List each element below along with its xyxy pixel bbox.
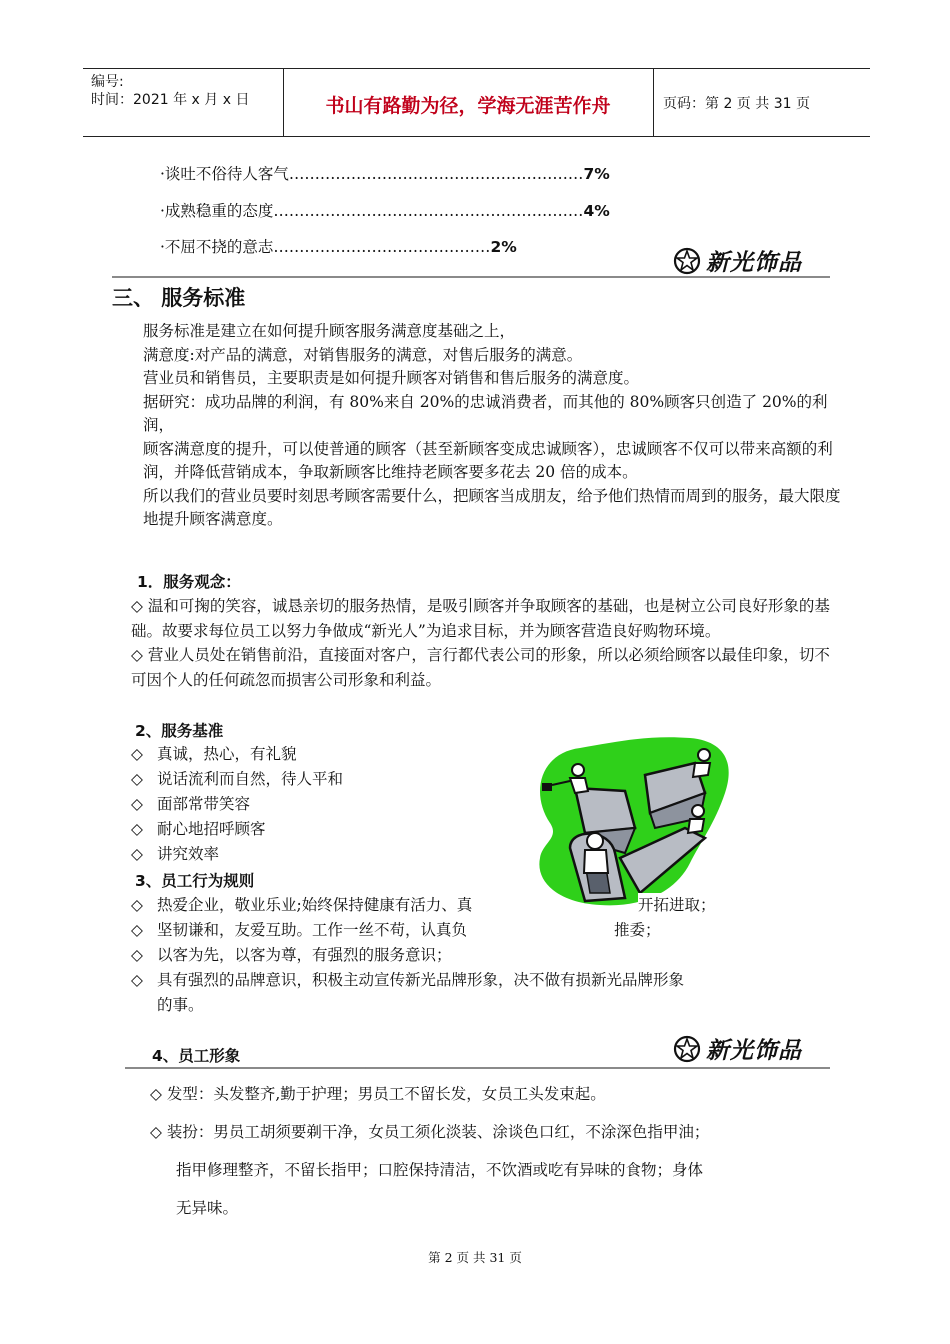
page-header — [83, 68, 870, 137]
paragraph: 所以我们的营业员要时刻思考顾客需要什么，把顾客当成朋友，给予他们热情而周到的服务，最大限度地提升顾客满意度。 — [143, 486, 841, 528]
paragraph: 营业员和销售员，主要职责是如何提升顾客对销售和售后服务的满意度。 — [143, 369, 640, 387]
section-title: 三、 服务标准 — [112, 286, 246, 310]
diamond-bullet-icon: ◇ — [131, 971, 143, 989]
appearance-item: ◇ 装扮：男员工胡须要剃干净，女员工须化淡装、涂谈色口红，不涂深色指甲油； — [150, 1123, 710, 1141]
conduct-item: ◇ 热爱企业，敬业乐业;始终保持健康有活力、真 — [131, 893, 472, 918]
code-label: 编号: — [91, 74, 124, 90]
paragraph: 据研究：成功品牌的利润，有 80%来自 20%的忠诚消费者，而其他的 80%顾客只创造了 20%的利润， — [143, 392, 828, 434]
page-number-label: 页码：第 2 页 共 31 页 — [663, 96, 810, 112]
header-motto: 书山有路勤为径，学海无涯苦作舟 — [325, 95, 611, 117]
appearance-item: ◇ 发型：头发整齐,勤于护理；男员工不留长发，女员工头发束起。 — [150, 1085, 606, 1103]
appearance-list — [150, 1075, 850, 1227]
conduct-item: ◇ 坚韧谦和，友爱互助。工作一丝不苟，认真负 — [131, 918, 467, 943]
conduct-item: ◇ 以客为先，以客为尊，有强烈的服务意识； — [131, 943, 452, 968]
trait-line: ·成熟稳重的态度……………………………………………………4% — [160, 202, 610, 220]
conduct-item-continued: 的事。 — [157, 996, 204, 1014]
diamond-bullet-icon: ◇ — [131, 946, 143, 964]
paragraph: 顾客满意度的提升，可以使普通的顾客（甚至新顾客变成忠诚顾客），忠诚顾客不仅可以带来高额的利润，并降低营销成本，争取新顾客比维持老顾客要多花去 20 倍的成本。 — [143, 439, 833, 481]
concept-list — [131, 594, 843, 692]
conduct-item: ◇ 具有强烈的品牌意识，积极主动宣传新光品牌形象，决不做有损新光品牌形象 — [131, 968, 684, 993]
standard-item: ◇ 说话流利而自然，待人平和 — [131, 767, 343, 792]
star-logo-icon — [672, 246, 702, 276]
subsection-title: 2、服务基准 — [135, 722, 224, 740]
diamond-bullet-icon: ◇ — [131, 921, 143, 939]
diamond-bullet-icon: ◇ — [131, 745, 143, 763]
teamwork-stairs-illustration — [530, 733, 735, 908]
standard-item: ◇ 面部常带笑容 — [131, 792, 250, 817]
section-body — [143, 320, 843, 532]
page-footer: 第 2 页 共 31 页 — [428, 1250, 522, 1265]
conduct-fragment: 开拓进取； — [638, 893, 716, 918]
appearance-item-continued: 无异味。 — [176, 1199, 239, 1217]
diamond-bullet-icon: ◇ — [131, 795, 143, 813]
concept-item: ◇ 营业人员处在销售前沿，直接面对客户，言行都代表公司的形象，所以必须给顾客以最佳印象，切不可因个人的任何疏忽而损害公司形象和利益。 — [131, 646, 830, 689]
header-meta — [91, 73, 249, 109]
diamond-bullet-icon: ◇ — [131, 820, 143, 838]
diamond-bullet-icon: ◇ — [131, 845, 143, 863]
diamond-bullet-icon: ◇ — [131, 896, 143, 914]
conduct-fragment: 推委； — [614, 921, 661, 939]
concept-item: ◇ 温和可掬的笑容，诚恳亲切的服务热情，是吸引顾客并争取顾客的基础，也是树立公司良好形象的基础。故要求每位员工以努力争做成“新光人”为追求目标，并为顾客营造良好购物环境。 — [131, 597, 830, 640]
subsection-title: 1．服务观念： — [137, 573, 241, 591]
logo-text: 新光饰品 — [706, 250, 802, 276]
paragraph: 满意度:对产品的满意，对销售服务的满意，对售后服务的满意。 — [143, 345, 583, 364]
standard-item: ◇ 真诚，热心，有礼貌 — [131, 742, 297, 767]
appearance-item-continued: 指甲修理整齐，不留长指甲；口腔保持清洁，不饮酒或吃有异味的食物；身体 — [176, 1161, 704, 1179]
diamond-bullet-icon: ◇ — [131, 770, 143, 788]
header-divider — [653, 69, 654, 136]
brand-logo — [672, 244, 802, 277]
subsection-title: 4、员工形象 — [152, 1047, 241, 1065]
date-label: 时间：2021 年 x 月 x 日 — [91, 92, 250, 108]
standard-item: ◇ 讲究效率 — [131, 842, 219, 867]
standard-item: ◇ 耐心地招呼顾客 — [131, 817, 266, 842]
trait-line: ·不屈不挠的意志……………………………………2% — [160, 238, 517, 256]
logo-text: 新光饰品 — [706, 1038, 802, 1064]
trait-line: ·谈吐不俗待人客气…………………………………………………7% — [160, 165, 610, 183]
brand-logo — [672, 1032, 802, 1065]
section-rule — [125, 1067, 830, 1069]
section-rule — [112, 276, 830, 278]
paragraph: 服务标准是建立在如何提升顾客服务满意度基础之上， — [143, 322, 516, 340]
subsection-title: 3、员工行为规则 — [135, 872, 255, 890]
star-logo-icon — [672, 1034, 702, 1064]
